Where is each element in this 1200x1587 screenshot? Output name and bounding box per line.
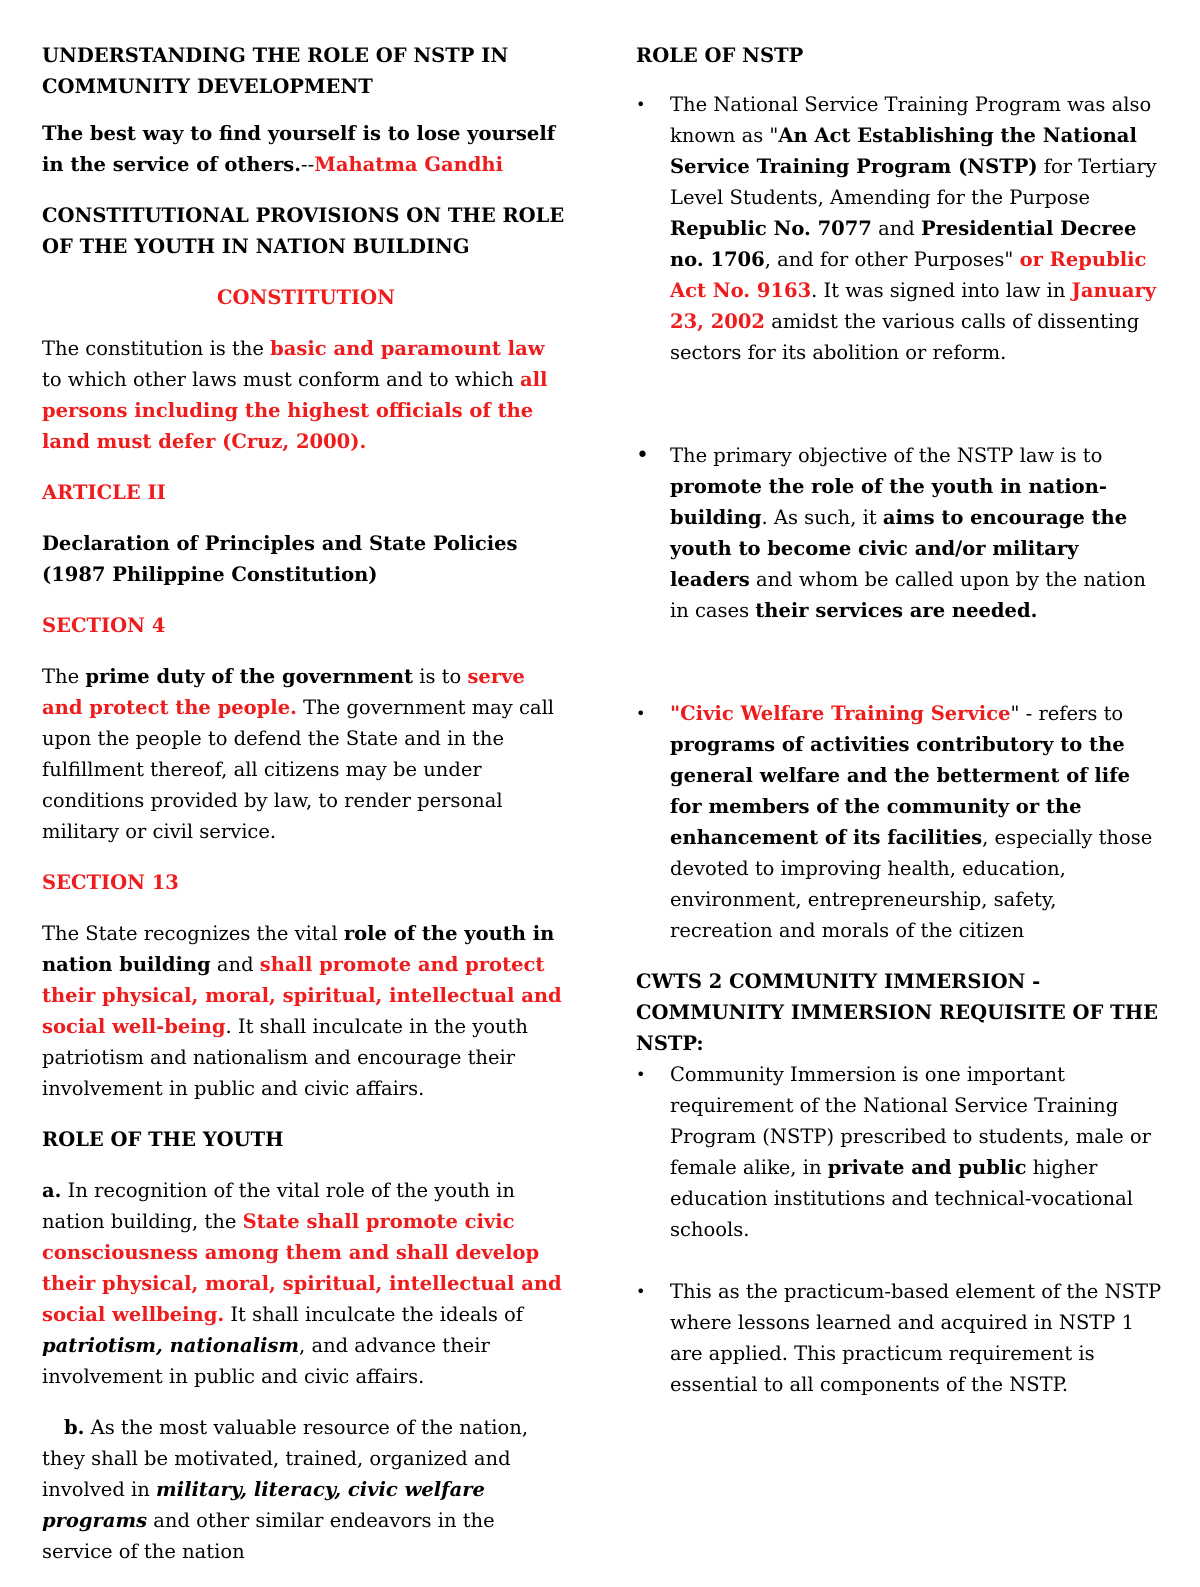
list-item <box>636 1059 1164 1245</box>
section13-heading: SECTION 13 <box>42 871 179 894</box>
text-run: " - refers to <box>1010 702 1124 725</box>
text-run: , and advance their involvement in public and civic affairs. <box>42 1334 490 1388</box>
text-run: As the most valuable resource of the nation, they shall be motivated, trained, organized and involved in <box>42 1416 529 1501</box>
bold-run: prime duty of the government <box>85 665 414 688</box>
text-run: This as the practicum-based element of the NSTP where lessons learned and acquired in NSTP 1 are applied. This practicum requirement is essential to all components of the NSTP. <box>670 1280 1162 1396</box>
quote-text: The best way to find yourself is to lose yourself in the service of others. <box>42 122 556 176</box>
bold-run: Presidential Decree no. 1706 <box>670 217 1137 271</box>
declaration-heading: Declaration of Principles and State Policies (1987 Philippine Constitution) <box>42 532 518 586</box>
text-run: The <box>42 665 86 688</box>
provisions-heading: CONSTITUTIONAL PROVISIONS ON THE ROLE OF THE YOUTH IN NATION BUILDING <box>42 204 565 258</box>
text-run: and other similar endeavors in the service of the nation <box>42 1509 495 1563</box>
list-item <box>636 698 1164 946</box>
role-of-nstp-heading: ROLE OF NSTP <box>636 44 804 67</box>
constitution-heading: CONSTITUTION <box>216 286 395 309</box>
cwts-heading: CWTS 2 COMMUNITY IMMERSION - COMMUNITY IMMERSION REQUISITE OF THE NSTP: <box>636 970 1158 1055</box>
highlight-run: shall promote and protect their physical, moral, spiritual, intellectual and social well-being <box>42 953 562 1038</box>
text-run: , especially those devoted to improving health, education, environment, entrepreneurship, safety, recreation and morals of the citizen <box>670 826 1153 942</box>
text-run: amidst the various calls of dissenting sectors for its abolition or reform. <box>670 310 1140 364</box>
text-run: and <box>210 953 260 976</box>
quote-author: Mahatma Gandhi <box>314 153 504 176</box>
bold-run: their services are needed. <box>755 599 1038 622</box>
highlight-run: or Republic Act No. 9163 <box>670 248 1147 302</box>
bold-run: programs of activities contributory to the general welfare and the betterment of life for members of the community or the enhancement of its facilities <box>670 733 1130 849</box>
article-heading: ARTICLE II <box>42 481 166 504</box>
text-run: and <box>871 217 921 240</box>
list-item <box>636 1276 1164 1400</box>
role-of-youth-heading: ROLE OF THE YOUTH <box>42 1128 284 1151</box>
list-item <box>636 440 1164 626</box>
quote-separator: -- <box>301 153 315 176</box>
text-run: . It was signed into law in <box>811 279 1072 302</box>
item-label: b. <box>64 1416 85 1439</box>
left-column <box>42 40 570 1587</box>
constitution-paragraph <box>42 333 570 457</box>
bold-run: An Act Establishing the National Service Training Program (NSTP) <box>670 124 1137 178</box>
text-run: The National Service Training Program was also known as " <box>670 93 1152 147</box>
highlight-run: basic and paramount law <box>270 337 545 360</box>
bold-run: aims to encourage the youth to become civic and/or military leaders <box>670 506 1128 591</box>
text-run: . It shall inculcate in the youth patriotism and nationalism and encourage their involvement in public and civic affairs. <box>42 1015 528 1100</box>
right-column <box>636 40 1164 1400</box>
bold-italic-run: patriotism, nationalism <box>42 1334 300 1357</box>
text-run: . As such, it <box>761 506 883 529</box>
text-run: , and for other Purposes" <box>764 248 1020 271</box>
text-run: The constitution is the <box>42 337 271 360</box>
highlight-run: January 23, 2002 <box>670 279 1157 333</box>
bold-run: promote the role of the youth in nation-building <box>670 475 1107 529</box>
text-run: is to <box>413 665 468 688</box>
item-label: a. <box>42 1179 62 1202</box>
section4-paragraph <box>42 661 570 847</box>
highlight-run: "Civic Welfare Training Service <box>670 702 1011 725</box>
highlight-run: serve and protect the people. <box>42 665 525 719</box>
text-run: Community Immersion is one important requirement of the National Service Training Program (NSTP) prescribed to students, male or female alike, in <box>670 1063 1151 1179</box>
role-item-b <box>42 1412 570 1567</box>
section4-heading: SECTION 4 <box>42 614 166 637</box>
nstp-bullet-list <box>636 89 1164 946</box>
text-run: for Tertiary Level Students, Amending for the Purpose <box>670 155 1157 209</box>
bold-run: role of the youth in nation building <box>42 922 555 976</box>
bold-run: private and public <box>827 1156 1027 1179</box>
highlight-run: State shall promote civic consciousness among them and shall develop their physical, moral, spiritual, intellectual and social wellbeing. <box>42 1210 562 1326</box>
bold-italic-run: military, literacy, civic welfare programs <box>42 1478 485 1532</box>
role-item-a <box>42 1175 570 1392</box>
highlight-run: all persons including the highest officials of the land must defer (Cruz, 2000). <box>42 368 548 453</box>
text-run: higher education institutions and technical-vocational schools. <box>670 1156 1133 1241</box>
bold-run: Republic No. 7077 <box>670 217 872 240</box>
section13-paragraph <box>42 918 570 1104</box>
text-run: It shall inculcate the ideals of <box>224 1303 524 1326</box>
text-run: The primary objective of the NSTP law is to <box>670 444 1103 467</box>
document-title: UNDERSTANDING THE ROLE OF NSTP IN COMMUNITY DEVELOPMENT <box>42 44 509 98</box>
text-run: The government may call upon the people to defend the State and in the fulfillment thereof, all citizens may be under conditions provided by law, to render personal military or civil service. <box>42 696 555 843</box>
text-run: The State recognizes the vital <box>42 922 344 945</box>
text-run: In recognition of the vital role of the youth in nation building, the <box>42 1179 515 1233</box>
gandhi-quote <box>42 118 570 180</box>
cwts-bullet-list <box>636 1059 1164 1400</box>
list-item <box>636 89 1164 368</box>
text-run: and whom be called upon by the nation in cases <box>670 568 1146 622</box>
text-run: to which other laws must conform and to which <box>42 368 520 391</box>
